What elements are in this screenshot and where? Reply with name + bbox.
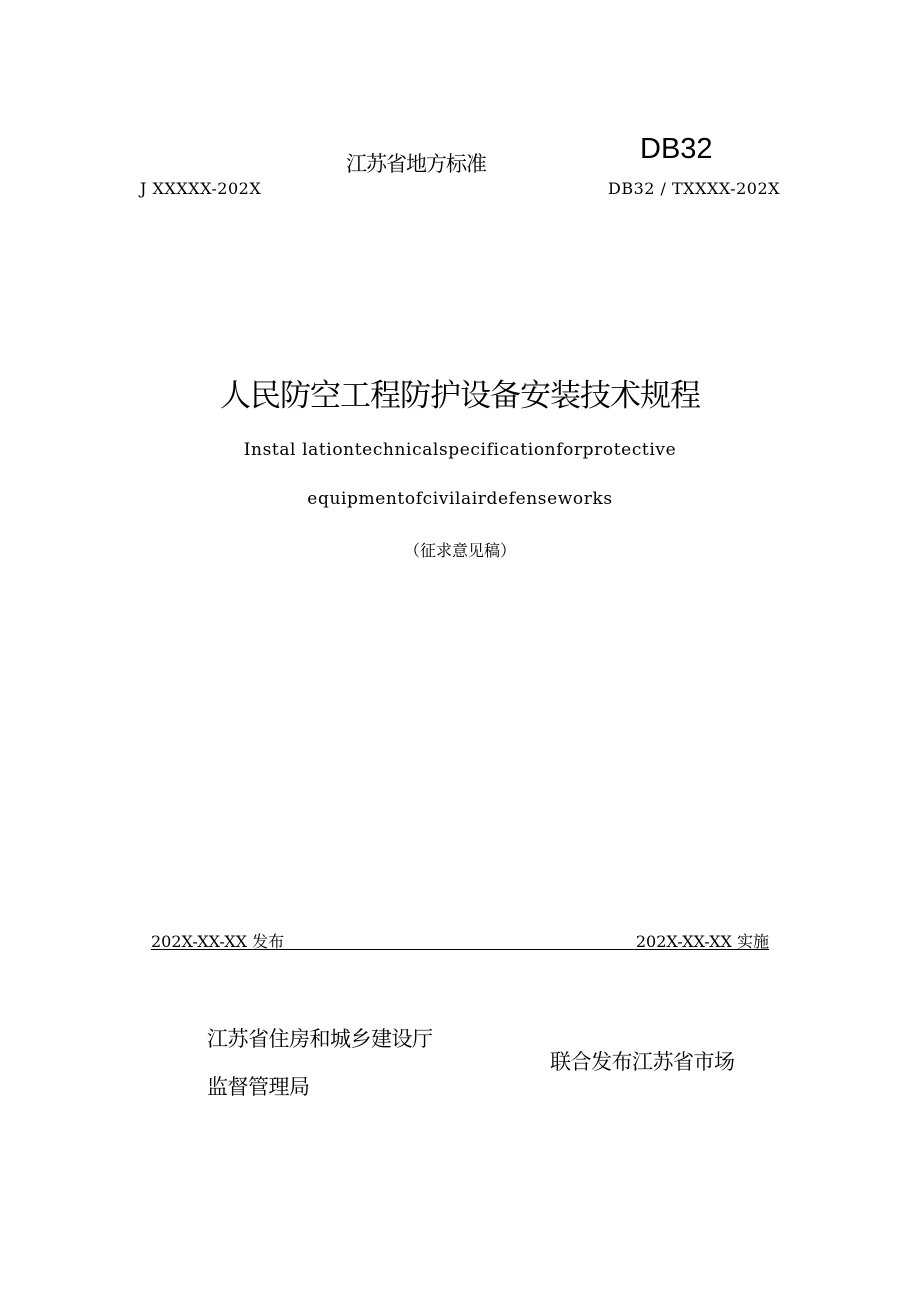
implement-date: 202X-XX-XX 实施 bbox=[635, 932, 769, 951]
document-title-english-line1: Instal lationtechnicalspecificationforprotective bbox=[243, 440, 677, 460]
joint-issue-text: 联合发布江苏省市场 bbox=[550, 1050, 735, 1074]
issuer-line2: 监督管理局 bbox=[207, 1075, 310, 1099]
standard-number: DB32 / TXXXX-202X bbox=[608, 179, 781, 198]
publish-date: 202X-XX-XX 发布 bbox=[151, 932, 285, 951]
draft-note: （征求意见稿） bbox=[403, 541, 516, 560]
standard-type-label: 江苏省地方标准 bbox=[346, 152, 486, 176]
issuer-line1: 江苏省住房和城乡建设厅 bbox=[207, 1027, 433, 1051]
document-title-chinese: 人民防空工程防护设备安装技术规程 bbox=[220, 378, 700, 414]
document-title-english-line2: equipmentofcivilairdefenseworks bbox=[307, 489, 613, 509]
date-line bbox=[151, 929, 769, 950]
j-number: J XXXXX-202X bbox=[140, 179, 262, 198]
db-code: DB32 bbox=[640, 133, 713, 165]
